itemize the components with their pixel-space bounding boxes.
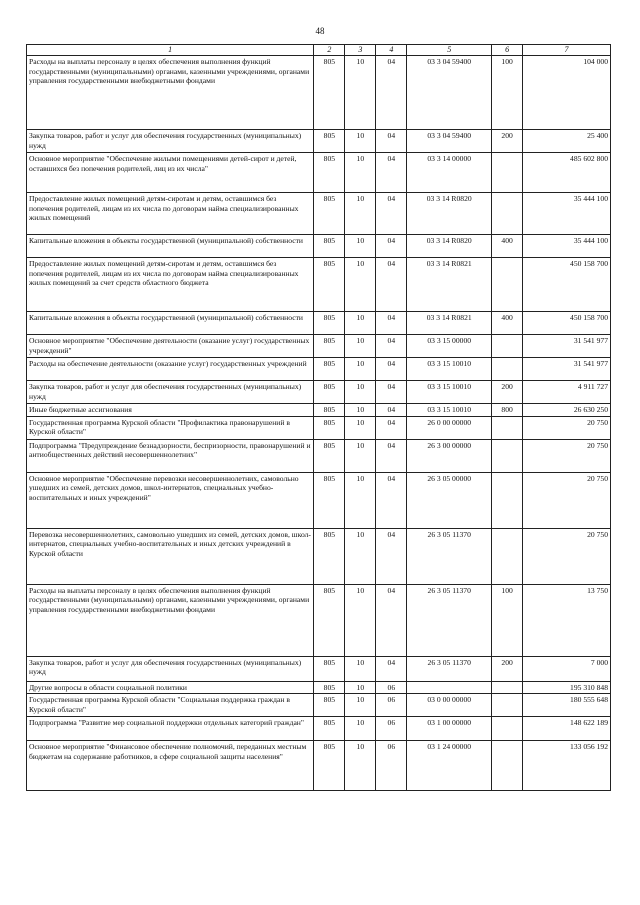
table-row bbox=[27, 528, 611, 584]
table-row bbox=[27, 717, 611, 741]
section-code: 10 bbox=[345, 694, 376, 717]
section-code: 10 bbox=[345, 258, 376, 312]
table-row bbox=[27, 258, 611, 312]
row-name: Иные бюджетные ассигнования bbox=[27, 404, 314, 417]
target-article-code: 26 3 05 11370 bbox=[407, 528, 492, 584]
table-row bbox=[27, 694, 611, 717]
row-name: Основное мероприятие "Обеспечение деятельности (оказание услуг) государственных учреждений" bbox=[27, 335, 314, 358]
amount: 20 750 bbox=[523, 439, 611, 472]
expense-type-code bbox=[492, 439, 523, 472]
subsection-code: 04 bbox=[376, 56, 407, 130]
target-article-code: 03 3 15 10010 bbox=[407, 381, 492, 404]
amount: 35 444 100 bbox=[523, 193, 611, 235]
section-code: 10 bbox=[345, 741, 376, 791]
subsection-code: 04 bbox=[376, 335, 407, 358]
amount: 20 750 bbox=[523, 528, 611, 584]
expense-type-code bbox=[492, 258, 523, 312]
expense-type-code bbox=[492, 416, 523, 439]
target-article-code: 26 3 05 00000 bbox=[407, 472, 492, 528]
section-code: 10 bbox=[345, 193, 376, 235]
subsection-code: 04 bbox=[376, 193, 407, 235]
expense-type-code: 100 bbox=[492, 56, 523, 130]
amount: 104 000 bbox=[523, 56, 611, 130]
table-row bbox=[27, 335, 611, 358]
ministry-code: 805 bbox=[314, 358, 345, 381]
page-number: 48 bbox=[315, 26, 325, 36]
section-code: 10 bbox=[345, 528, 376, 584]
section-code: 10 bbox=[345, 404, 376, 417]
section-code: 10 bbox=[345, 416, 376, 439]
table-row bbox=[27, 439, 611, 472]
amount: 13 750 bbox=[523, 584, 611, 656]
table-row bbox=[27, 312, 611, 335]
amount: 485 602 800 bbox=[523, 153, 611, 193]
table-row bbox=[27, 235, 611, 258]
ministry-code: 805 bbox=[314, 416, 345, 439]
row-name: Расходы на выплаты персоналу в целях обеспечения выполнения функций государственными (муниципальными) органами, казенными учреждениями, органами управления государственными внебюджетными фондами bbox=[27, 56, 314, 130]
table-row bbox=[27, 193, 611, 235]
target-article-code: 26 3 00 00000 bbox=[407, 439, 492, 472]
expense-type-code bbox=[492, 358, 523, 381]
table-row bbox=[27, 416, 611, 439]
row-name: Подпрограмма "Развитие мер социальной поддержки отдельных категорий граждан" bbox=[27, 717, 314, 741]
row-name: Государственная программа Курской области "Социальная поддержка граждан в Курской области" bbox=[27, 694, 314, 717]
target-article-code: 03 0 00 00000 bbox=[407, 694, 492, 717]
row-name: Основное мероприятие "Обеспечение жилыми помещениями детей-сирот и детей, оставшихся без попечения родителей, лиц из их числа" bbox=[27, 153, 314, 193]
row-name: Предоставление жилых помещений детям-сиротам и детям, оставшимся без попечения родителей, лицам из их числа по договорам найма специализированных жилых помещений bbox=[27, 193, 314, 235]
section-code: 10 bbox=[345, 472, 376, 528]
amount: 31 541 977 bbox=[523, 358, 611, 381]
subsection-code: 04 bbox=[376, 404, 407, 417]
section-code: 10 bbox=[345, 130, 376, 153]
ministry-code: 805 bbox=[314, 528, 345, 584]
subsection-code: 04 bbox=[376, 584, 407, 656]
expense-type-code bbox=[492, 741, 523, 791]
subsection-code: 06 bbox=[376, 694, 407, 717]
target-article-code: 03 3 15 00000 bbox=[407, 335, 492, 358]
section-code: 10 bbox=[345, 381, 376, 404]
row-name: Расходы на обеспечение деятельности (оказание услуг) государственных учреждений bbox=[27, 358, 314, 381]
ministry-code: 805 bbox=[314, 335, 345, 358]
column-header: 4 bbox=[376, 45, 407, 56]
ministry-code: 805 bbox=[314, 584, 345, 656]
column-header: 7 bbox=[523, 45, 611, 56]
subsection-code: 04 bbox=[376, 258, 407, 312]
column-header: 2 bbox=[314, 45, 345, 56]
row-name: Капитальные вложения в объекты государственной (муниципальной) собственности bbox=[27, 235, 314, 258]
table-row bbox=[27, 681, 611, 694]
amount: 25 400 bbox=[523, 130, 611, 153]
expense-type-code: 400 bbox=[492, 235, 523, 258]
amount: 31 541 977 bbox=[523, 335, 611, 358]
expense-type-code: 100 bbox=[492, 584, 523, 656]
subsection-code: 04 bbox=[376, 416, 407, 439]
row-name: Основное мероприятие "Обеспечение перевозки несовершеннолетних, самовольно ушедших из семей, детских домов, школ-интернатов, специальных учебно-воспитательных и иных учреждений" bbox=[27, 472, 314, 528]
ministry-code: 805 bbox=[314, 404, 345, 417]
amount: 26 630 250 bbox=[523, 404, 611, 417]
row-name: Закупка товаров, работ и услуг для обеспечения государственных (муниципальных) нужд bbox=[27, 656, 314, 681]
expense-type-code bbox=[492, 153, 523, 193]
table-row bbox=[27, 358, 611, 381]
subsection-code: 04 bbox=[376, 381, 407, 404]
target-article-code: 03 3 14 R0821 bbox=[407, 258, 492, 312]
section-code: 10 bbox=[345, 656, 376, 681]
expense-type-code: 400 bbox=[492, 312, 523, 335]
ministry-code: 805 bbox=[314, 472, 345, 528]
row-name: Подпрограмма "Предупреждение безнадзорности, беспризорности, правонарушений и антиобщественных действий несовершеннолетних" bbox=[27, 439, 314, 472]
table-row bbox=[27, 741, 611, 791]
expense-type-code bbox=[492, 335, 523, 358]
target-article-code: 03 3 15 10010 bbox=[407, 404, 492, 417]
ministry-code: 805 bbox=[314, 312, 345, 335]
expense-type-code bbox=[492, 193, 523, 235]
ministry-code: 805 bbox=[314, 235, 345, 258]
row-name: Предоставление жилых помещений детям-сиротам и детям, оставшимся без попечения родителей, лицам из их числа по договорам найма специализированных жилых помещений за счет средств областного бюджета bbox=[27, 258, 314, 312]
budget-table bbox=[26, 44, 611, 791]
row-name: Закупка товаров, работ и услуг для обеспечения государственных (муниципальных) нужд bbox=[27, 130, 314, 153]
table-row bbox=[27, 404, 611, 417]
target-article-code: 03 3 15 10010 bbox=[407, 358, 492, 381]
target-article-code: 03 1 00 00000 bbox=[407, 717, 492, 741]
section-code: 10 bbox=[345, 439, 376, 472]
amount: 450 158 700 bbox=[523, 312, 611, 335]
ministry-code: 805 bbox=[314, 717, 345, 741]
ministry-code: 805 bbox=[314, 439, 345, 472]
subsection-code: 04 bbox=[376, 358, 407, 381]
amount: 20 750 bbox=[523, 416, 611, 439]
section-code: 10 bbox=[345, 235, 376, 258]
target-article-code: 26 0 00 00000 bbox=[407, 416, 492, 439]
amount: 133 056 192 bbox=[523, 741, 611, 791]
table-header-row bbox=[27, 45, 611, 56]
ministry-code: 805 bbox=[314, 656, 345, 681]
ministry-code: 805 bbox=[314, 258, 345, 312]
row-name: Расходы на выплаты персоналу в целях обеспечения выполнения функций государственными (муниципальными) органами, казенными учреждениями, органами управления государственными внебюджетными фондами bbox=[27, 584, 314, 656]
table-row bbox=[27, 381, 611, 404]
section-code: 10 bbox=[345, 681, 376, 694]
expense-type-code bbox=[492, 472, 523, 528]
subsection-code: 04 bbox=[376, 130, 407, 153]
amount: 180 555 648 bbox=[523, 694, 611, 717]
target-article-code: 26 3 05 11370 bbox=[407, 584, 492, 656]
subsection-code: 04 bbox=[376, 235, 407, 258]
expense-type-code: 200 bbox=[492, 130, 523, 153]
section-code: 10 bbox=[345, 717, 376, 741]
expense-type-code bbox=[492, 694, 523, 717]
target-article-code: 03 3 04 59400 bbox=[407, 130, 492, 153]
target-article-code: 26 3 05 11370 bbox=[407, 656, 492, 681]
section-code: 10 bbox=[345, 312, 376, 335]
column-header: 1 bbox=[27, 45, 314, 56]
column-header: 6 bbox=[492, 45, 523, 56]
target-article-code: 03 1 24 00000 bbox=[407, 741, 492, 791]
ministry-code: 805 bbox=[314, 56, 345, 130]
subsection-code: 04 bbox=[376, 439, 407, 472]
amount: 4 911 727 bbox=[523, 381, 611, 404]
target-article-code: 03 3 14 R0820 bbox=[407, 193, 492, 235]
table-row bbox=[27, 584, 611, 656]
expense-type-code: 200 bbox=[492, 656, 523, 681]
target-article-code: 03 3 14 00000 bbox=[407, 153, 492, 193]
section-code: 10 bbox=[345, 335, 376, 358]
ministry-code: 805 bbox=[314, 130, 345, 153]
amount: 195 310 848 bbox=[523, 681, 611, 694]
row-name: Закупка товаров, работ и услуг для обеспечения государственных (муниципальных) нужд bbox=[27, 381, 314, 404]
ministry-code: 805 bbox=[314, 741, 345, 791]
section-code: 10 bbox=[345, 584, 376, 656]
row-name: Основное мероприятие "Финансовое обеспечение полномочий, переданных местным бюджетам на содержание работников, в сфере социальной защиты населения" bbox=[27, 741, 314, 791]
row-name: Капитальные вложения в объекты государственной (муниципальной) собственности bbox=[27, 312, 314, 335]
target-article-code: 03 3 14 R0821 bbox=[407, 312, 492, 335]
section-code: 10 bbox=[345, 56, 376, 130]
subsection-code: 06 bbox=[376, 681, 407, 694]
subsection-code: 04 bbox=[376, 472, 407, 528]
target-article-code: 03 3 04 59400 bbox=[407, 56, 492, 130]
subsection-code: 06 bbox=[376, 741, 407, 791]
table-row bbox=[27, 130, 611, 153]
subsection-code: 06 bbox=[376, 717, 407, 741]
expense-type-code bbox=[492, 681, 523, 694]
expense-type-code bbox=[492, 528, 523, 584]
row-name: Перевозка несовершеннолетних, самовольно ушедших из семей, детских домов, школ-интернатов, специальных учебно-воспитательных и иных детских учреждений в Курской области bbox=[27, 528, 314, 584]
target-article-code: 03 3 14 R0820 bbox=[407, 235, 492, 258]
ministry-code: 805 bbox=[314, 193, 345, 235]
expense-type-code: 800 bbox=[492, 404, 523, 417]
table-row bbox=[27, 153, 611, 193]
row-name: Государственная программа Курской области "Профилактика правонарушений в Курской области" bbox=[27, 416, 314, 439]
row-name: Другие вопросы в области социальной политики bbox=[27, 681, 314, 694]
ministry-code: 805 bbox=[314, 381, 345, 404]
subsection-code: 04 bbox=[376, 312, 407, 335]
amount: 20 750 bbox=[523, 472, 611, 528]
amount: 450 158 700 bbox=[523, 258, 611, 312]
table-row bbox=[27, 56, 611, 130]
amount: 35 444 100 bbox=[523, 235, 611, 258]
table-row bbox=[27, 472, 611, 528]
amount: 148 622 189 bbox=[523, 717, 611, 741]
subsection-code: 04 bbox=[376, 656, 407, 681]
ministry-code: 805 bbox=[314, 153, 345, 193]
table-row bbox=[27, 656, 611, 681]
expense-type-code: 200 bbox=[492, 381, 523, 404]
section-code: 10 bbox=[345, 358, 376, 381]
subsection-code: 04 bbox=[376, 153, 407, 193]
column-header: 3 bbox=[345, 45, 376, 56]
target-article-code bbox=[407, 681, 492, 694]
ministry-code: 805 bbox=[314, 694, 345, 717]
subsection-code: 04 bbox=[376, 528, 407, 584]
section-code: 10 bbox=[345, 153, 376, 193]
amount: 7 000 bbox=[523, 656, 611, 681]
expense-type-code bbox=[492, 717, 523, 741]
column-header: 5 bbox=[407, 45, 492, 56]
ministry-code: 805 bbox=[314, 681, 345, 694]
